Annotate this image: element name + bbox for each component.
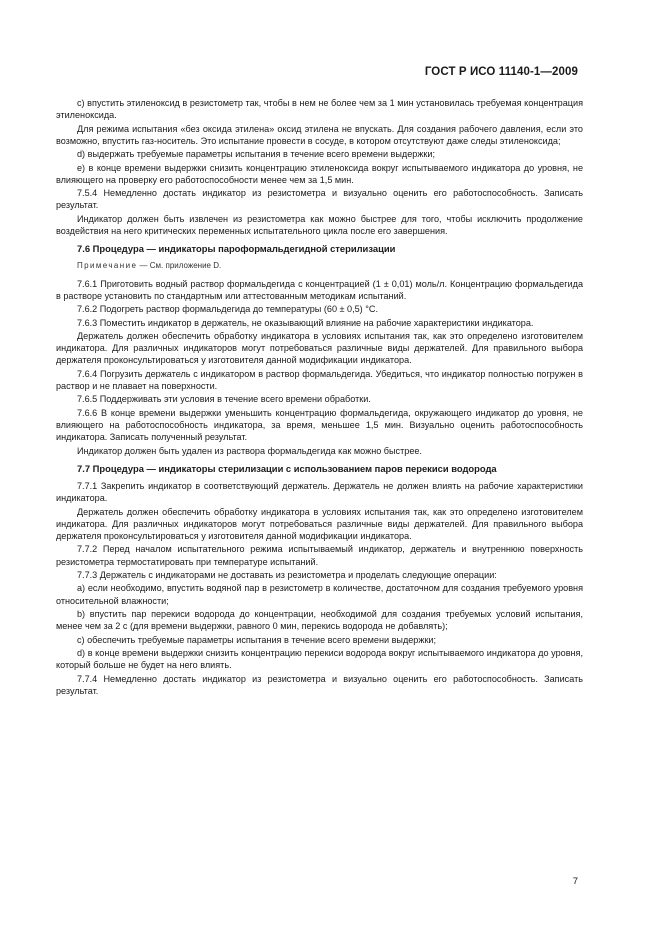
paragraph: 7.7.1 Закрепить индикатор в соответствующий держатель. Держатель не должен влиять на рабочие характеристики индикатора. <box>56 481 583 504</box>
paragraph: 7.7.4 Немедленно достать индикатор из резистометра и визуально оценить его работоспособность. Записать результат. <box>56 673 583 696</box>
section-heading-7-6: 7.6 Процедура — индикаторы пароформальдегидной стерилизации <box>77 243 396 255</box>
standard-header: ГОСТ Р ИСО 11140-1—2009 <box>424 66 578 78</box>
paragraph: e) в конце времени выдержки снизить концентрацию этиленоксида вокруг испытываемого индикатора до уровня, не влияющего на проверку его работоспособности менее чем за 1,5 мин. <box>56 162 583 185</box>
paragraph: c) впустить этиленоксид в резистометр так, чтобы в нем не более чем за 1 мин установилась требуемая концентрация этиленоксида. <box>56 98 583 121</box>
section-heading-7-7: 7.7 Процедура — индикаторы стерилизации с использованием паров перекиси водорода <box>77 462 497 474</box>
document-body <box>56 97 583 698</box>
paragraph: 7.6.6 В конце времени выдержки уменьшить концентрацию формальдегида, окружающего индикатор до уровня, не влияющего на работоспособность индикатора, за время, меньшее 1,5 мин. Визуально оценить работоспособность индикатора. Записать полученный результат. <box>56 407 583 443</box>
note-label: Примечание <box>77 261 138 271</box>
paragraph: Для режима испытания «без оксида этилена» оксид этилена не впускать. Для создания рабочего давления, если это возможно, впустить газ-носитель. Это испытание провести в сосуде, в котором отсутствуют даже следы этиленоксида; <box>56 123 583 146</box>
paragraph: 7.6.4 Погрузить держатель с индикатором в раствор формальдегида. Убедиться, что индикатор полностью погружен в раствор и не плавает на поверхности. <box>56 368 583 391</box>
paragraph: 7.6.1 Приготовить водный раствор формальдегида с концентрацией (1 ± 0,01) моль/л. Концентрацию формальдегида в растворе установить по стандартным или аттестованным методикам испытаний. <box>56 278 583 301</box>
paragraph: b) впустить пар перекиси водорода до концентрации, необходимой для создания требуемых условий испытания, менее чем за 2 с (для времени выдержки, равного 0 мин, перекись водорода не добавлять); <box>56 609 583 632</box>
note <box>56 260 583 272</box>
paragraph: Держатель должен обеспечить обработку индикатора в условиях испытания так, как это определено изготовителем индикатора. Для различных индикаторов могут потребоваться различные виды держателей. Для правильного выбора держателя проконсультироваться у изготовителя данной модификации индикатора. <box>56 506 583 541</box>
paragraph: Держатель должен обеспечить обработку индикатора в условиях испытания так, как это определено изготовителем индикатора. Для различных индикаторов могут потребоваться различные виды держателей. Для правильного выбора держателя проконсультироваться у изготовителя данной модификации индикатора. <box>56 331 583 366</box>
page-number: 7 <box>572 876 578 887</box>
paragraph: 7.7.3 Держатель с индикаторами не доставать из резистометра и проделать следующие операции: <box>77 570 497 581</box>
paragraph: c) обеспечить требуемые параметры испытания в течение всего времени выдержки; <box>77 634 437 645</box>
paragraph: Индикатор должен быть удален из раствора формальдегида как можно быстрее. <box>77 445 422 456</box>
paragraph: Индикатор должен быть извлечен из резистометра как можно быстрее для того, чтобы исключить продолжение воздействия на него критических переменных испытательного цикла после его завершения. <box>56 213 583 237</box>
paragraph: 7.5.4 Немедленно достать индикатор из резистометра и визуально оценить его работоспособность. Записать результат. <box>56 188 583 211</box>
paragraph: 7.7.2 Перед началом испытательного режима испытываемый индикатор, держатель и внутреннюю поверхность резистометра термостатировать при температуре испытаний. <box>56 544 583 567</box>
paragraph: 7.6.3 Поместить индикатор в держатель, не оказывающий влияние на рабочие характеристики индикатора. <box>77 317 534 328</box>
paragraph: 7.6.5 Поддерживать эти условия в течение всего времени обработки. <box>77 394 371 405</box>
paragraph: d) в конце времени выдержки снизить концентрацию перекиси водорода вокруг испытываемого индикатора до уровня, который больше не будет на него влиять. <box>56 648 583 671</box>
paragraph: d) выдержать требуемые параметры испытания в течение всего времени выдержки; <box>77 149 436 160</box>
note-text: — См. приложение D. <box>139 261 222 271</box>
paragraph: a) если необходимо, впустить водяной пар в резистометр в количестве, достаточном для создания требуемого уровня относительной влажности; <box>56 583 583 606</box>
paragraph: 7.6.2 Подогреть раствор формальдегида до температуры (60 ± 0,5) °С. <box>77 304 378 315</box>
